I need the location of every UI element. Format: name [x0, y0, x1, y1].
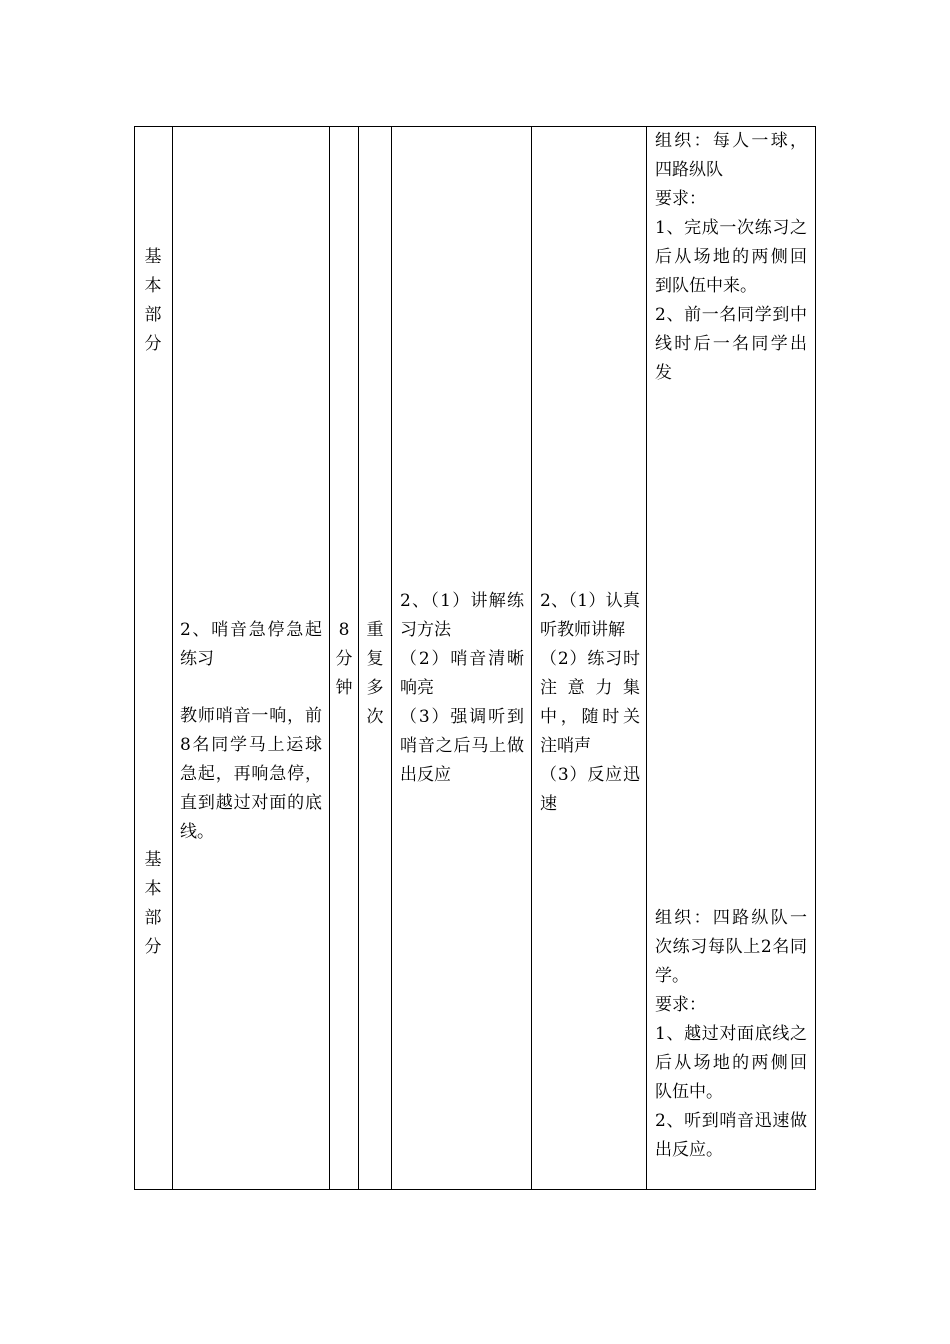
- column-divider: [646, 126, 647, 1190]
- organization-line: 2、听到哨音迅速做出反应。: [655, 1111, 807, 1160]
- organization-bottom: [655, 904, 807, 1165]
- teacher-step: （2）哨音清晰响亮: [400, 649, 524, 698]
- organization-top: [655, 127, 807, 388]
- organization-line: 1、完成一次练习之后从场地的两侧回到队伍中来。: [655, 218, 807, 296]
- organization-line: 要求：: [655, 995, 706, 1015]
- column-divider: [172, 126, 173, 1190]
- student-step: （2）练习时注意力集中，随时关注哨声: [540, 649, 640, 756]
- column-divider: [329, 126, 330, 1190]
- section-label-top: 基 本 部 分: [144, 247, 162, 354]
- student-activity: [540, 587, 640, 819]
- table-left-border: [134, 126, 135, 1190]
- organization-line: 组织：每人一球，四路纵队: [655, 131, 807, 180]
- teacher-step: （3）强调听到哨音之后马上做出反应: [400, 707, 524, 785]
- organization-line: 1、越过对面底线之后从场地的两侧回队伍中。: [655, 1024, 807, 1102]
- organization-line: 2、前一名同学到中线时后一名同学出发: [655, 305, 807, 383]
- exercise-description: 教师哨音一响，前8名同学马上运球急起，再响急停，直到越过对面的底线。: [180, 706, 322, 842]
- table-right-border: [815, 126, 816, 1190]
- table-bottom-border: [134, 1189, 816, 1190]
- column-divider: [358, 126, 359, 1190]
- column-divider: [391, 126, 392, 1190]
- exercise-count: 重 复 多 次: [366, 620, 384, 727]
- section-label-bottom: 基 本 部 分: [144, 850, 162, 957]
- column-divider: [531, 126, 532, 1190]
- student-step: （3）反应迅速: [540, 765, 640, 814]
- exercise-title: 2、哨音急停急起练习: [180, 620, 322, 669]
- teacher-guidance: [400, 587, 524, 790]
- teacher-step: 2、（1）讲解练习方法: [400, 591, 524, 640]
- organization-line: 组织：四路纵队一次练习每队上2名同学。: [655, 908, 807, 986]
- organization-line: 要求：: [655, 189, 706, 209]
- exercise-time: 8 分 钟: [335, 620, 353, 698]
- student-step: 2、（1）认真听教师讲解: [540, 591, 640, 640]
